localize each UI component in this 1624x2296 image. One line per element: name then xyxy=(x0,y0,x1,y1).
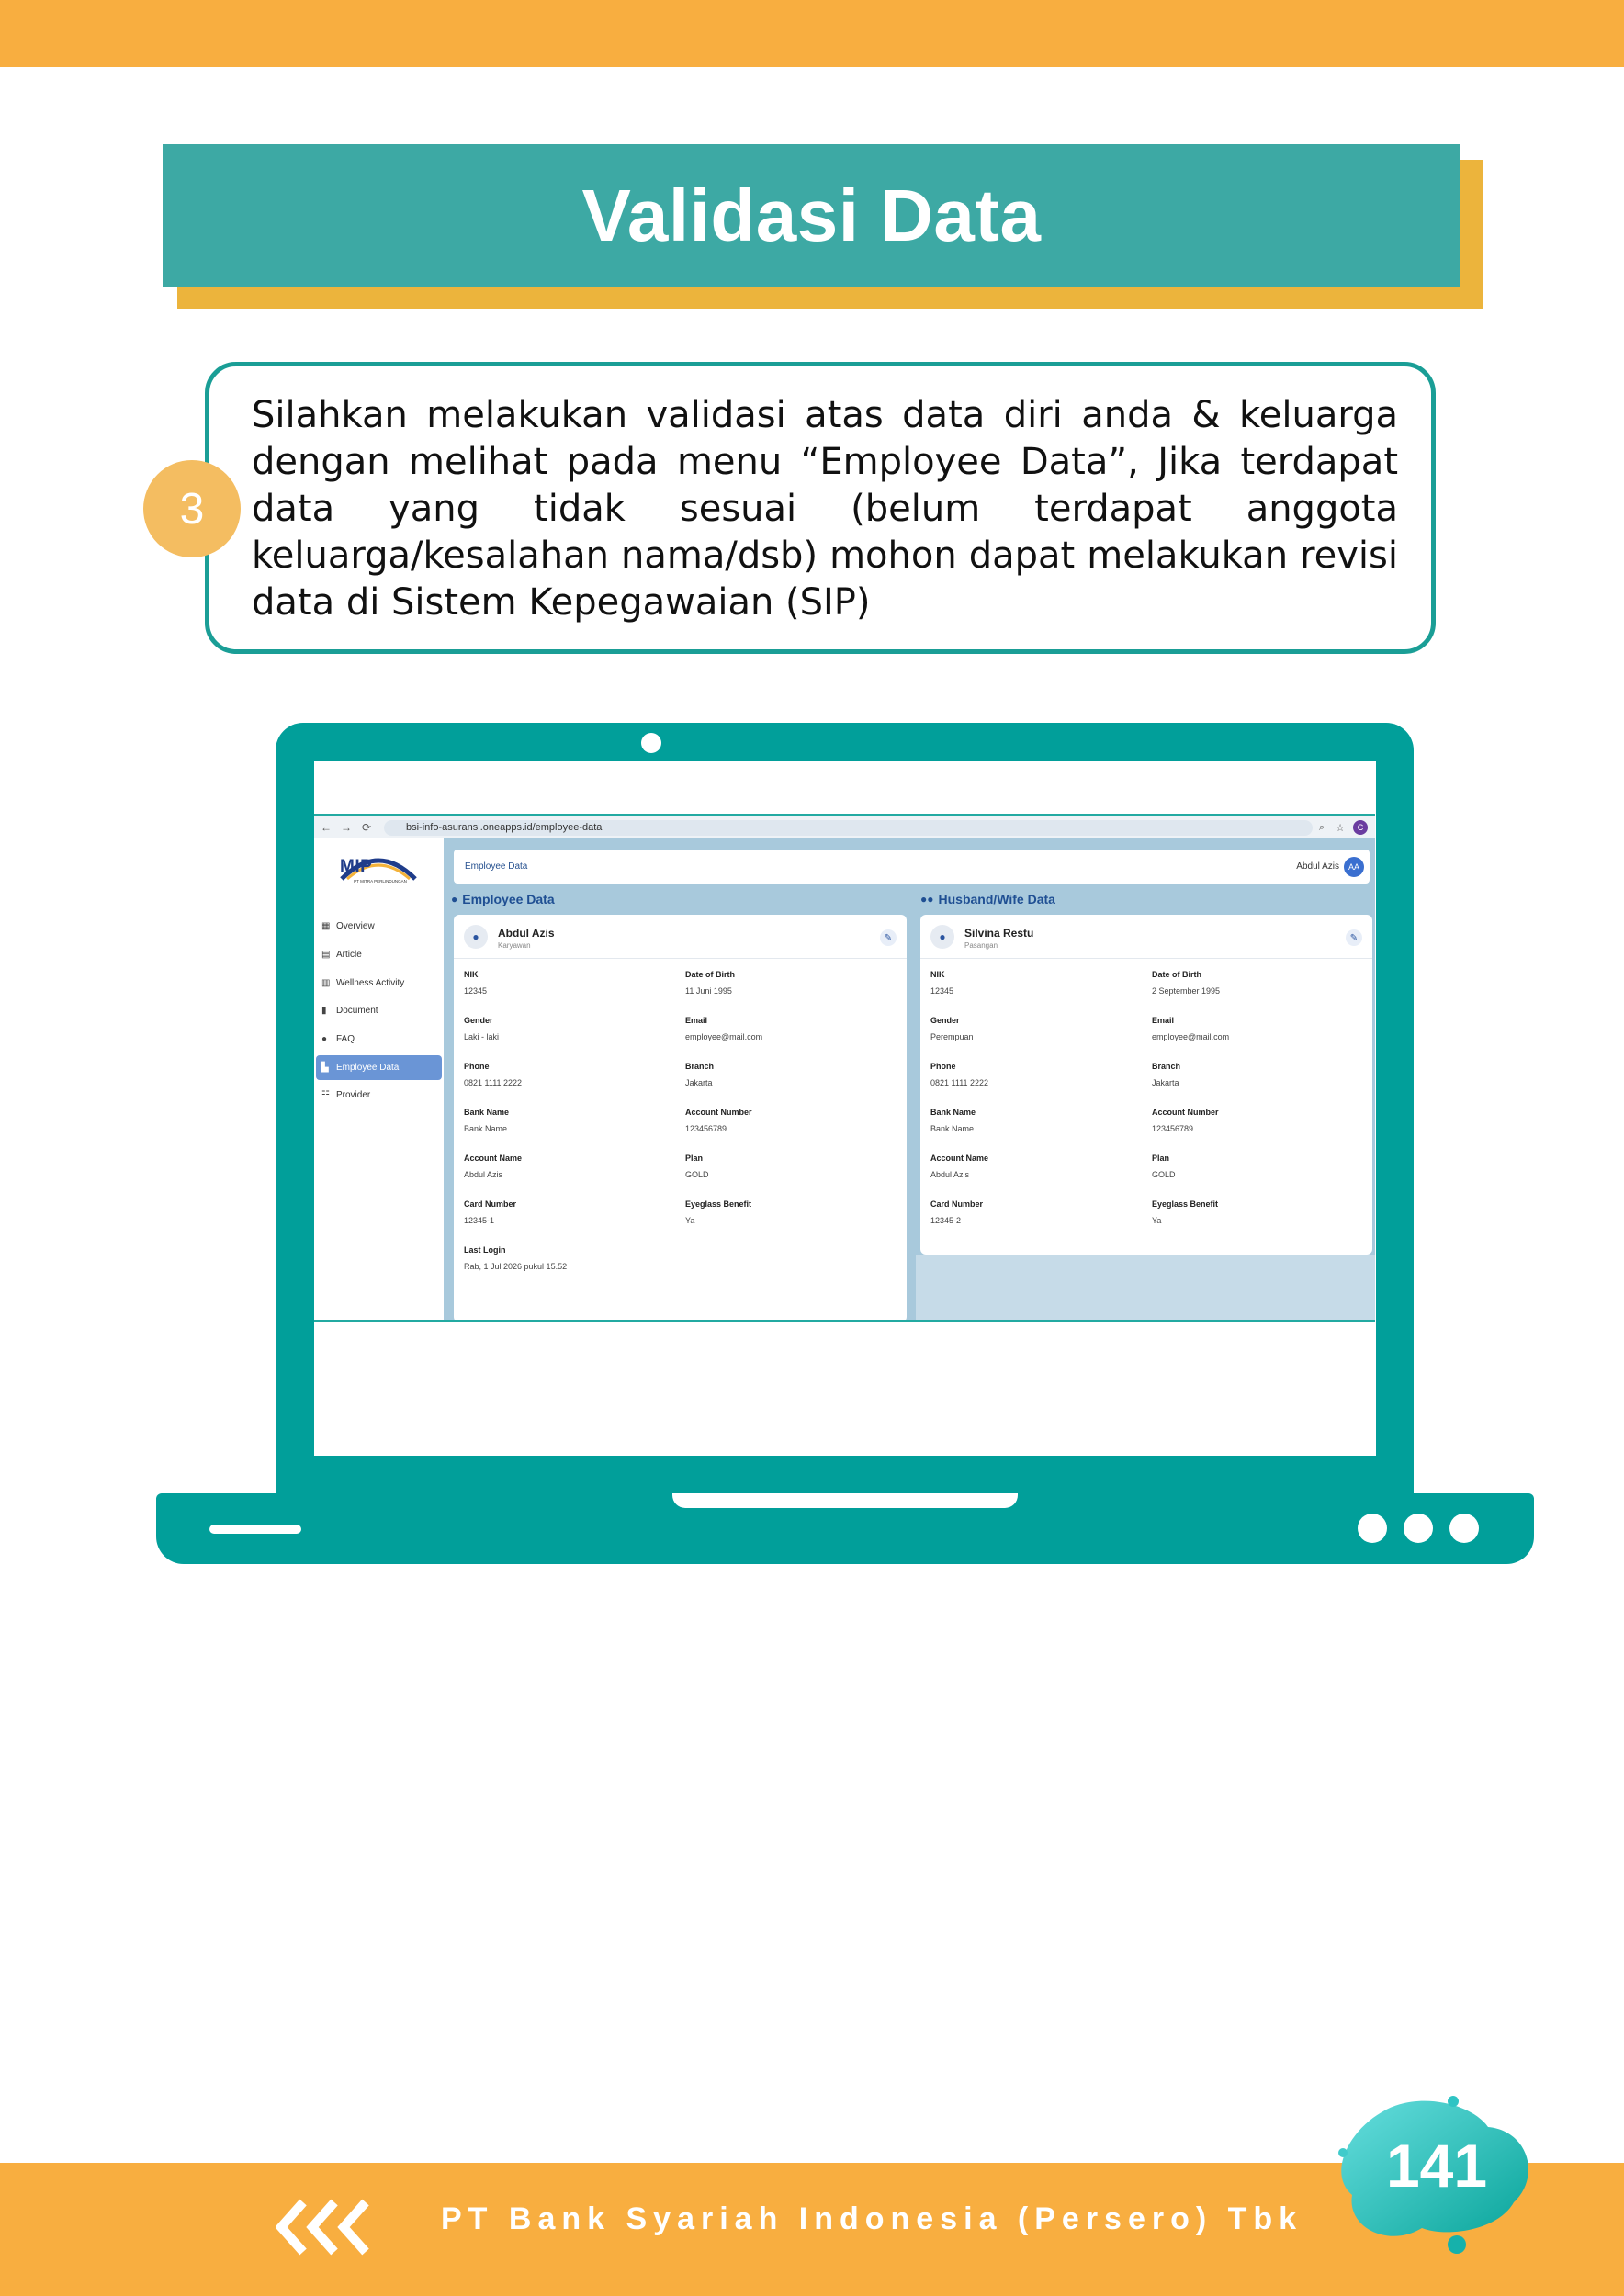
field-value: 12345-1 xyxy=(464,1216,495,1225)
sidebar-item-label: Article xyxy=(336,950,362,960)
field-email xyxy=(685,1016,887,1041)
sidebar-item-employee-data[interactable] xyxy=(316,1055,442,1080)
sidebar-item-label: Overview xyxy=(336,921,375,931)
card-header xyxy=(454,915,907,959)
background-fill xyxy=(916,1255,1375,1322)
laptop-dot-icon xyxy=(1449,1514,1479,1543)
address-bar[interactable] xyxy=(384,820,1313,836)
person-icon: ● xyxy=(930,925,954,949)
field-bank-name xyxy=(930,1108,1133,1133)
page-title: Validasi Data xyxy=(581,174,1042,256)
field-plan xyxy=(685,1154,887,1179)
browser-profile-avatar[interactable]: C xyxy=(1353,820,1368,835)
field-label: Bank Name xyxy=(930,1108,976,1117)
field-last-login xyxy=(464,1245,666,1271)
field-label: Bank Name xyxy=(464,1108,510,1117)
sidebar-item-overview[interactable] xyxy=(316,914,442,939)
spouse-section-label: Husband/Wife Data xyxy=(938,892,1055,906)
page-number: 141 xyxy=(1385,2132,1488,2200)
employee-role: Karyawan xyxy=(498,941,531,950)
field-card-number xyxy=(464,1199,666,1225)
field-value: employee@mail.com xyxy=(1152,1032,1230,1041)
field-label: Plan xyxy=(1152,1154,1170,1163)
field-value: 12345 xyxy=(464,986,488,996)
field-account-name xyxy=(930,1154,1133,1179)
field-label: Date of Birth xyxy=(1152,970,1201,979)
article-icon: ▤ xyxy=(321,950,331,960)
field-phone xyxy=(930,1062,1133,1087)
star-icon[interactable]: ☆ xyxy=(1336,822,1345,834)
app-main-area xyxy=(444,838,1375,1322)
field-value: Bank Name xyxy=(464,1124,508,1133)
sidebar-item-article[interactable] xyxy=(316,942,442,967)
sidebar-item-label: FAQ xyxy=(336,1034,355,1044)
calendar-icon: ▥ xyxy=(321,978,331,988)
app-screenshot xyxy=(314,814,1375,1322)
field-label: Gender xyxy=(930,1016,960,1025)
field-label: Plan xyxy=(685,1154,704,1163)
field-gender xyxy=(930,1016,1133,1041)
chart-icon: ▙ xyxy=(321,1063,329,1073)
laptop-notch xyxy=(672,1493,1018,1508)
users-icon: ☷ xyxy=(321,1090,330,1100)
field-branch xyxy=(1152,1062,1354,1087)
field-label: Email xyxy=(685,1016,708,1025)
field-nik xyxy=(464,970,666,996)
field-value: Abdul Azis xyxy=(930,1170,970,1179)
field-account-number xyxy=(685,1108,887,1133)
laptop-camera-icon xyxy=(641,733,661,753)
field-value: Abdul Azis xyxy=(464,1170,503,1179)
back-icon[interactable]: ← xyxy=(321,821,332,834)
browser-toolbar xyxy=(314,816,1375,838)
zoom-icon[interactable]: ⌕ xyxy=(1318,821,1325,833)
field-value: GOLD xyxy=(1152,1170,1176,1179)
field-value: Jakarta xyxy=(685,1078,713,1087)
logo-subtitle: PT MITRA PERLINDUNGAN xyxy=(354,879,407,884)
spouse-card xyxy=(920,915,1372,1255)
users-icon: ●● xyxy=(920,893,934,906)
question-icon: ● xyxy=(321,1034,328,1044)
field-label: Account Name xyxy=(930,1154,989,1163)
sidebar-item-label: Employee Data xyxy=(336,1063,400,1073)
field-value: Jakarta xyxy=(1152,1078,1179,1087)
field-label: Phone xyxy=(930,1062,956,1071)
laptop-dot-icon xyxy=(1358,1514,1387,1543)
spouse-section-title xyxy=(920,892,1055,906)
field-label: Eyeglass Benefit xyxy=(685,1199,752,1209)
field-label: Date of Birth xyxy=(685,970,735,979)
field-value: 11 Juni 1995 xyxy=(685,986,732,996)
field-label: Account Number xyxy=(1152,1108,1219,1117)
field-value: 12345 xyxy=(930,986,954,996)
field-value: 2 September 1995 xyxy=(1152,986,1221,996)
field-label: Card Number xyxy=(930,1199,984,1209)
field-nik xyxy=(930,970,1133,996)
field-value: Rab, 1 Jul 2026 pukul 15.52 xyxy=(464,1262,568,1271)
triple-chevron-left-icon xyxy=(276,2199,386,2256)
field-value: 0821 1111 2222 xyxy=(930,1078,989,1087)
field-label: Eyeglass Benefit xyxy=(1152,1199,1219,1209)
field-label: Email xyxy=(1152,1016,1175,1025)
field-eyeglass-benefit xyxy=(1152,1199,1354,1225)
laptop-slot xyxy=(209,1525,301,1534)
sidebar-item-label: Provider xyxy=(336,1090,371,1100)
field-label: Phone xyxy=(464,1062,490,1071)
document-icon: ▮ xyxy=(321,1006,327,1016)
field-bank-name xyxy=(464,1108,666,1133)
field-value: Bank Name xyxy=(930,1124,975,1133)
field-label: NIK xyxy=(464,970,479,979)
employee-section-label: Employee Data xyxy=(462,892,555,906)
field-label: Branch xyxy=(1152,1062,1181,1071)
field-phone xyxy=(464,1062,666,1087)
top-orange-band xyxy=(0,0,1624,67)
sidebar-item-faq[interactable] xyxy=(316,1027,442,1052)
grid-icon: ▦ xyxy=(321,921,331,931)
field-gender xyxy=(464,1016,666,1041)
field-label: Gender xyxy=(464,1016,493,1025)
field-label: Branch xyxy=(685,1062,715,1071)
forward-icon[interactable]: → xyxy=(341,821,352,834)
field-label: Last Login xyxy=(464,1245,506,1255)
app-sidebar xyxy=(314,838,444,1322)
field-account-number xyxy=(1152,1108,1354,1133)
field-value: 123456789 xyxy=(1152,1124,1194,1133)
sidebar-item-document[interactable] xyxy=(316,998,442,1023)
instruction-box xyxy=(205,362,1436,654)
field-value: Perempuan xyxy=(930,1032,974,1041)
sidebar-item-provider[interactable] xyxy=(316,1083,442,1108)
spouse-role: Pasangan xyxy=(964,941,998,950)
spouse-name: Silvina Restu xyxy=(964,927,1034,940)
card-header xyxy=(920,915,1372,959)
employee-card xyxy=(454,915,907,1322)
field-value: employee@mail.com xyxy=(685,1032,763,1041)
field-value: 0821 1111 2222 xyxy=(464,1078,523,1087)
field-value: Laki - laki xyxy=(464,1032,500,1041)
field-date-of-birth xyxy=(685,970,887,996)
reload-icon[interactable]: ⟳ xyxy=(361,821,372,834)
instruction-text: Silahkan melakukan validasi atas data diri anda & keluarga dengan melihat pada menu “Employee Data”, Jika terdapat data yang tidak sesuai (belum terdapat anggota keluarga/kesalahan nama/dsb) mohon dapat melakukan revisi data di Sistem Kepegawaian (SIP) xyxy=(252,394,1398,624)
step-number-badge: 3 xyxy=(143,460,241,557)
field-value: GOLD xyxy=(685,1170,709,1179)
breadcrumb[interactable]: Employee Data xyxy=(465,861,528,872)
field-label: Card Number xyxy=(464,1199,517,1209)
url-text: bsi-info-asuransi.oneapps.id/employee-data xyxy=(406,822,603,833)
field-label: NIK xyxy=(930,970,945,979)
field-value: Ya xyxy=(685,1216,695,1225)
employee-name: Abdul Azis xyxy=(498,927,555,940)
main-header xyxy=(454,850,1370,884)
person-icon: ● xyxy=(464,925,488,949)
footer-company-name: PT Bank Syariah Indonesia (Persero) Tbk xyxy=(441,2201,1303,2236)
sidebar-item-label: Document xyxy=(336,1006,378,1016)
employee-section-title xyxy=(451,892,555,906)
field-branch xyxy=(685,1062,887,1087)
field-label: Account Name xyxy=(464,1154,523,1163)
logo-text: MIP xyxy=(340,857,373,876)
sidebar-item-label: Wellness Activity xyxy=(336,978,405,988)
field-card-number xyxy=(930,1199,1133,1225)
field-value: 123456789 xyxy=(685,1124,727,1133)
field-email xyxy=(1152,1016,1354,1041)
field-account-name xyxy=(464,1154,666,1179)
sidebar-item-wellness-activity[interactable] xyxy=(316,971,442,996)
field-value: Ya xyxy=(1152,1216,1162,1225)
field-eyeglass-benefit xyxy=(685,1199,887,1225)
user-icon: ● xyxy=(451,893,458,906)
field-plan xyxy=(1152,1154,1354,1179)
user-avatar[interactable]: AA xyxy=(1344,857,1364,877)
edit-icon[interactable]: ✎ xyxy=(1346,929,1362,946)
title-banner xyxy=(163,144,1460,287)
edit-icon[interactable]: ✎ xyxy=(880,929,897,946)
field-label: Account Number xyxy=(685,1108,752,1117)
field-value: 12345-2 xyxy=(930,1216,962,1225)
field-date-of-birth xyxy=(1152,970,1354,996)
laptop-dot-icon xyxy=(1404,1514,1433,1543)
header-user-name: Abdul Azis xyxy=(1296,861,1339,872)
